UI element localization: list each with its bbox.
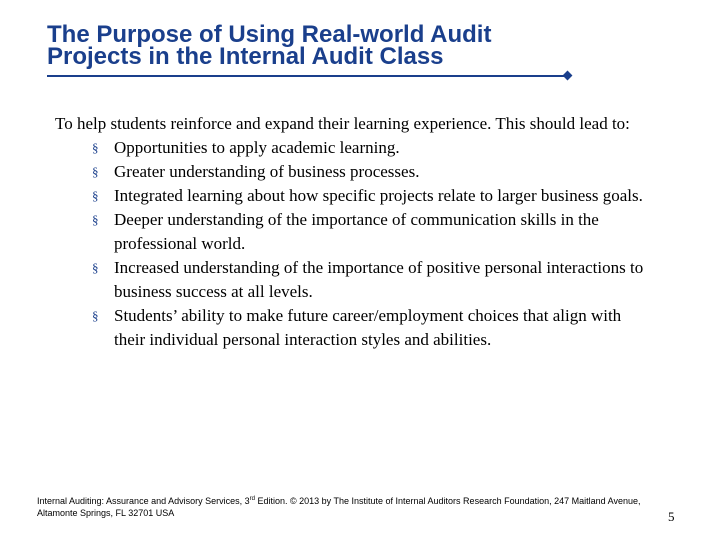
square-bullet-icon: § xyxy=(92,140,99,155)
footer-superscript: rd xyxy=(249,496,255,502)
list-item xyxy=(92,160,655,184)
bullet-text: Opportunities to apply academic learning. xyxy=(114,138,400,157)
square-bullet-icon: § xyxy=(92,260,99,275)
title-underline xyxy=(47,75,568,77)
slide-title-line-1: The Purpose of Using Real-world Audit xyxy=(47,21,492,48)
square-bullet-icon: § xyxy=(92,164,99,179)
list-item xyxy=(92,304,655,352)
page-number: 5 xyxy=(668,509,675,524)
slide-title-line-2: Projects in the Internal Audit Class xyxy=(47,43,444,70)
bullet-text: Greater understanding of business processes. xyxy=(114,162,420,181)
bullet-text: Integrated learning about how specific projects relate to larger business goals. xyxy=(114,186,643,205)
bullet-text: Students’ ability to make future career/employment choices that align with their individual personal interaction styles and abilities. xyxy=(114,306,622,349)
intro-text: To help students reinforce and expand their learning experience. This should lead to: xyxy=(55,114,630,133)
slide-body xyxy=(55,112,655,352)
square-bullet-icon: § xyxy=(92,308,99,323)
list-item xyxy=(92,136,655,160)
square-bullet-icon: § xyxy=(92,212,99,227)
list-item xyxy=(92,208,655,256)
footer-text-end: Edition. © 2013 by The Institute of Internal Auditors Research Foundation, 247 Maitland Avenue, Altamonte Springs, FL 32701 USA xyxy=(37,496,641,518)
square-bullet-icon: § xyxy=(92,188,99,203)
footer-text-start: Internal Auditing: Assurance and Advisory Services, 3 xyxy=(37,496,250,506)
diamond-icon xyxy=(563,71,573,81)
bullet-list xyxy=(55,136,655,352)
slide-title xyxy=(47,21,667,70)
list-item xyxy=(92,184,655,208)
list-item xyxy=(92,256,655,304)
footer-citation xyxy=(37,495,667,519)
bullet-text: Increased understanding of the importance of positive personal interactions to business success at all levels. xyxy=(114,258,644,301)
bullet-text: Deeper understanding of the importance of communication skills in the professional world. xyxy=(114,210,599,253)
